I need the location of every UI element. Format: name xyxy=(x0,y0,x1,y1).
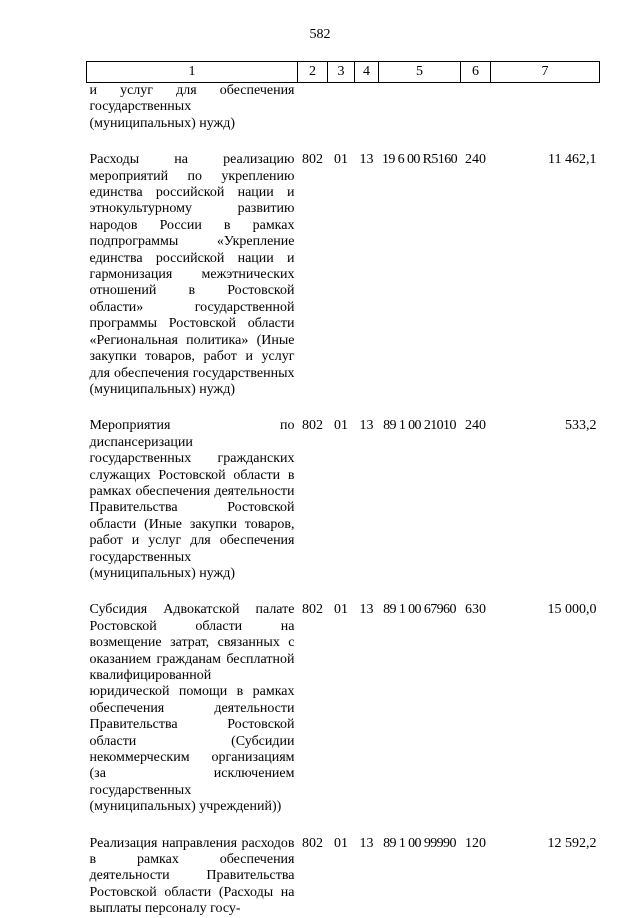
row-col5: 19 6 00 R5160 xyxy=(381,152,458,168)
row-col4: 13 xyxy=(359,602,374,618)
row-col5: 89 1 00 21010 xyxy=(383,418,456,434)
row-col7: 11 462,1 xyxy=(548,152,597,168)
row-col3 xyxy=(328,83,355,133)
table-row xyxy=(87,836,600,918)
table-row xyxy=(87,418,600,582)
row-description: Субсидия Адвокатской палате Ростовской области на возмещение затрат, связанных с оказанием гражданам бесплатной квалифицированной юридической помощи в рамках обеспечения деятельности Правительства Ростовской области (Субсидии некоммерческим организациям (за исключением государственных (муниципальных) учреждений)) xyxy=(89,602,295,815)
row-col5 xyxy=(379,83,461,133)
row-col3: 01 xyxy=(334,418,348,434)
column-header: 3 xyxy=(328,62,355,83)
column-header: 2 xyxy=(298,62,328,83)
row-col6: 240 xyxy=(465,418,486,434)
row-description: Мероприятия по диспансеризации государственных гражданских служащих Ростовской области в рамках обеспечения деятельности Правительства Ростовской области (Иные закупки товаров, работ и услуг для обеспечения государственных (муниципальных) нужд) xyxy=(89,418,295,581)
page-number: 582 xyxy=(309,27,331,42)
row-description: Расходы на реализацию мероприятий по укреплению единства российской нации и этнокультурному развитию народов России в рамках подпрограммы «Укрепление единства российской нации и гармонизация межэтнических отношений в Ростовской области» государственной программы Ростовской области «Региональная политика» (Иные закупки товаров, работ и услуг для обеспечения государственных (муниципальных) нужд) xyxy=(89,152,295,397)
table-row xyxy=(87,602,600,815)
row-col5: 89 1 00 99990 xyxy=(383,835,456,851)
row-col2: 802 xyxy=(302,152,323,168)
row-col7: 12 592,2 xyxy=(547,835,597,851)
column-header: 1 xyxy=(87,62,298,83)
row-col3: 01 xyxy=(334,835,348,851)
column-header: 6 xyxy=(461,62,491,83)
row-col4: 13 xyxy=(359,418,374,434)
row-col2: 802 xyxy=(302,835,323,851)
table-row xyxy=(87,83,600,133)
table-row xyxy=(87,152,600,398)
row-col6 xyxy=(461,83,491,133)
column-header: 5 xyxy=(379,62,461,83)
row-col6: 120 xyxy=(465,835,486,851)
row-col7: 15 000,0 xyxy=(547,602,597,618)
row-col6: 630 xyxy=(465,602,486,618)
row-col3: 01 xyxy=(334,152,348,168)
row-col4 xyxy=(355,83,379,133)
table-header-row xyxy=(87,62,600,83)
column-header: 4 xyxy=(355,62,379,83)
row-description: и услуг для обеспечения государственных (муниципальных) нужд) xyxy=(89,83,295,131)
row-col4: 13 xyxy=(359,152,374,168)
budget-table xyxy=(86,61,600,918)
column-header: 7 xyxy=(491,62,600,83)
row-description: Реализация направления расходов в рамках обеспечения деятельности Правительства Ростовской области (Расходы на выплаты персоналу госу- xyxy=(89,835,295,917)
row-col2: 802 xyxy=(302,602,323,618)
row-col4: 13 xyxy=(359,835,374,851)
row-col2: 802 xyxy=(302,418,323,434)
row-col7 xyxy=(491,83,600,133)
row-col2 xyxy=(298,83,328,133)
row-col5: 89 1 00 67960 xyxy=(383,602,456,618)
row-col6: 240 xyxy=(465,152,486,168)
row-col7: 533,2 xyxy=(565,418,597,434)
row-col3: 01 xyxy=(334,602,348,618)
